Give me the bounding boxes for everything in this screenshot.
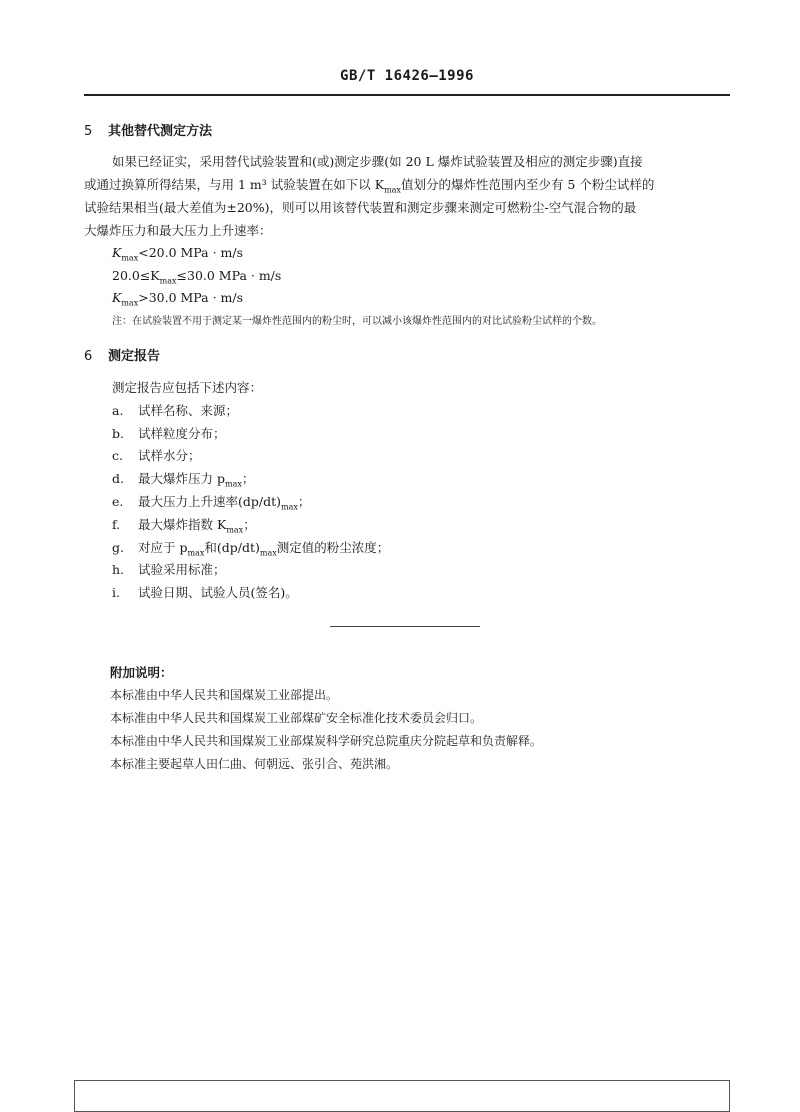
section-6-title-text: 测定报告 [108,349,161,364]
item-letter: h. [112,562,125,577]
appendix-title: 附加说明： [110,665,173,680]
item-text: 最大爆炸指数 K [138,517,227,532]
section-6-number: 6 [84,349,93,364]
range-line-3 [112,290,243,308]
item-text: 试验日期、试验人员(签名)。 [138,585,298,600]
section-5-para-line-4: 大爆炸压力和最大压力上升速率： [84,223,272,238]
item-letter: f. [112,517,121,532]
item-tail: ； [243,517,256,532]
item-tail: ； [241,471,255,486]
range-2-rest: ≤30.0 MPa · m/s [176,268,282,283]
para-line-2a: 或通过换算所得结果，与用 1 m³ 试验装置在如下以 K [84,177,385,192]
range-line-1 [112,245,243,263]
standard-number-header: GB/T 16426—1996 [340,68,474,84]
section-6-title [84,345,160,364]
appendix-line: 本标准主要起草人田仁曲、何朝远、张引合、苑洪湘。 [110,757,399,771]
item-sub: max [224,479,242,489]
item-letter: b. [112,426,124,441]
footer-box [74,1080,730,1112]
list-item [112,446,201,464]
list-item [112,401,238,419]
appendix-line: 本标准由中华人民共和国煤炭工业部煤炭科学研究总院重庆分院起草和负责解释。 [110,734,543,748]
item-sub: max [187,548,205,558]
section-5-title [84,120,212,139]
para-line-2-sub: max [384,185,401,195]
item-letter: e. [112,494,124,509]
item-sub: max [226,525,244,535]
item-text: 试样名称、来源； [138,403,239,418]
section-5-note: 注：在试验装置不用于测定某一爆炸性范围内的粉尘时，可以减小该爆炸性范围内的对比试验粉尘试样的个数。 [112,316,602,327]
section-5-para-line-1: 如果已经证实，采用替代试验装置和(或)测定步骤(如 20 L 爆炸试验装置及相应的测定步骤)直接 [112,154,643,169]
item-letter: a. [112,403,124,418]
item-letter: g. [112,540,124,555]
item-letter: d. [112,471,124,486]
range-2-sub: max [159,276,177,286]
item-text: 试样粒度分布； [138,426,226,441]
item-letter: i. [112,585,120,600]
item-text: 最大爆炸压力 p [138,471,225,486]
list-item [112,583,298,601]
range-1-sub: max [121,253,139,263]
item-sub2: max [259,548,277,558]
section-5-number: 5 [84,124,93,139]
section-5-title-text: 其他替代测定方法 [108,124,213,139]
item-letter: c. [112,448,123,463]
range-1-k: K [112,245,122,260]
section-5-para-line-2 [84,175,654,195]
appendix-line: 本标准由中华人民共和国煤炭工业部提出。 [110,688,339,702]
item-text: 对应于 p [138,540,188,555]
report-intro: 测定报告应包括下述内容： [112,380,263,395]
range-3-rest: >30.0 MPa · m/s [138,290,243,305]
item-tail: 和(dp/dt) [204,540,260,555]
item-text: 试验采用标准； [138,562,226,577]
list-item [112,515,256,535]
range-3-k: K [112,290,122,305]
header-rule [84,94,730,96]
range-2-pre: 20.0≤K [112,268,160,283]
para-line-2b: 值划分的爆炸性范围内至少有 5 个粉尘试样的 [400,177,655,192]
list-item [112,492,310,512]
item-text: 最大压力上升速率(dp/dt) [138,494,281,509]
item-text: 试样水分； [138,448,201,463]
list-item [112,560,226,578]
item-sub: max [281,502,298,512]
item-tail: ； [297,494,311,509]
list-item [112,538,389,558]
section-5-para-line-3: 试验结果相当(最大差值为±20%)，则可以用该替代装置和测定步骤来测定可燃粉尘-空气混合物的最 [84,200,637,215]
list-item [112,424,226,442]
appendix-line: 本标准由中华人民共和国煤炭工业部煤矿安全标准化技术委员会归口。 [110,711,483,725]
range-1-rest: <20.0 MPa · m/s [138,245,243,260]
range-3-sub: max [121,298,139,308]
list-item [112,469,254,489]
item-tail2: 测定值的粉尘浓度； [276,540,390,555]
section-divider [330,626,480,627]
range-line-2 [112,268,281,286]
